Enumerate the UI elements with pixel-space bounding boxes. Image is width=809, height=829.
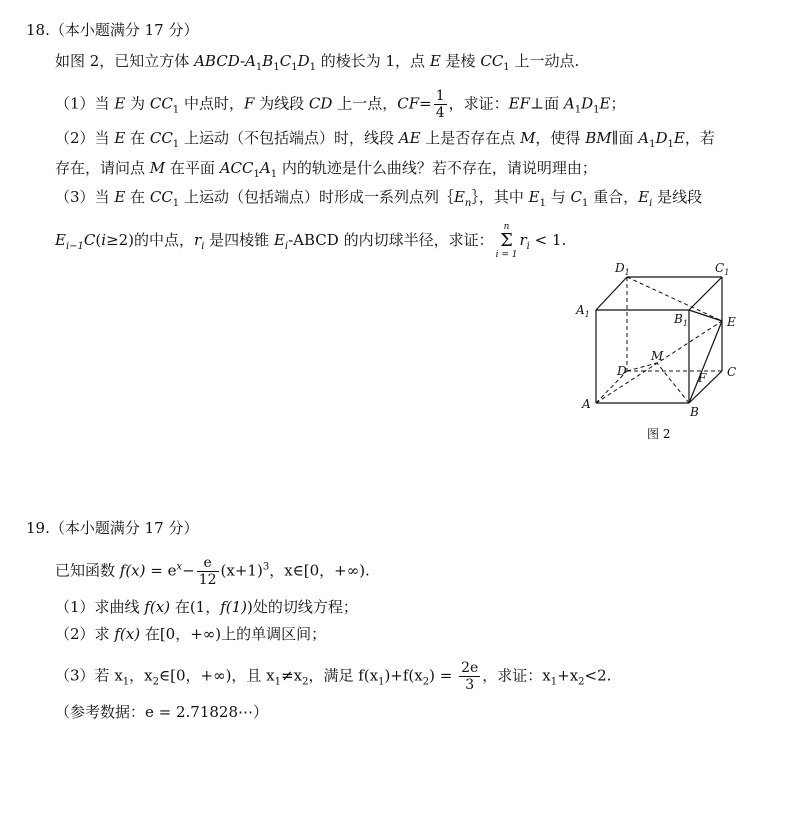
summation-symbol: n Σ i = 1 [495,222,518,260]
label-C1: $C_1$ [715,261,730,277]
q18-part1: （1）当 E 为 $CC_1$ 中点时，F 为线段 CD 上一点，CF= $\frac{1}{4}$ ，求证：EF⊥面 $A_1D_1E$； [55,88,626,121]
seg-D-M [627,363,657,371]
q18-part2-line1: （2）当 E 在 $CC_1$ 上运动（不包括端点）时，线段 AE 上是否存在点 M，使得 BM∥面 $A_1D_1E$，若 [55,129,715,150]
seg-E-B [689,321,722,403]
label-B: B [690,405,699,419]
figure-caption: 图 2 [647,427,671,441]
q19-header-line [26,518,198,538]
label-C: C [727,365,737,379]
q18-header: （本小题满分 17 分） [49,21,199,39]
q19-part3: （3）若 $x_1$，$x_2\in[0$，+∞)，且 $x_1\ne x_2$，满足 $f(x_1)+f(x_2)$ = $\frac{2e}{3}$ ，求证：$x_1+x_2<2$. [55,660,612,693]
label-B1: $B_1$ [674,312,688,328]
label-M: M [651,349,664,363]
fraction-one-quarter: $\frac{1}{4}$ [435,88,445,121]
label-A1: $A_1$ [576,303,590,319]
label-F: F [698,371,707,385]
label-D: D [617,364,627,378]
seg-B-M [657,363,689,403]
edge-C1-B1 [689,277,722,310]
label-E: E [727,315,736,329]
q19-part1: （1）求曲线 f(x) 在(1，f(1))处的切线方程； [55,598,358,616]
label-A: A [582,397,591,411]
q19-number: 19. [26,519,50,537]
q18-intro: 如图 2，已知立方体 ABCD-$A_1B_1C_1D_1$ 的棱长为 1，点 E 是棱 $CC_1$ 上一动点. [55,52,580,73]
q19-part2: （2）求 f(x) 在[0，+∞)上的单调区间； [55,625,327,643]
q18-header-line [26,20,198,40]
label-D1: $D_1$ [615,261,630,277]
q19-header: （本小题满分 17 分） [49,519,199,537]
cube-figure [572,258,752,448]
q19-reference: （参考数据：e = 2.71828⋯） [55,703,269,721]
q18-part3-line1: （3）当 E 在 $CC_1$ 上运动（包括端点）时形成一系列点列$\{E_n\}$，其中 $E_1$ 与 $C_1$ 重合，$E_i$ 是线段 [55,188,703,209]
seg-B1-E [689,310,722,321]
q19-intro: 已知函数 $f(x) = e^x-$ $\frac{e}{12}$ $(x+1)^3$，x∈[0，+∞). [55,555,370,588]
q18-part3-line2: $E_{i-1}C(i\ge 2)$的中点，$r_i$ 是四棱锥 $E_i$-ABCD 的内切球半径，求证： n Σ i = 1 $r_i < 1$. [55,222,567,260]
edge-A1-D1 [596,277,627,310]
fraction-2e-over-3: $\frac{2e}{3}$ [461,660,479,693]
q18-part2-line2: 存在，请问点 M 在平面 $ACC_1A_1$ 内的轨迹是什么曲线？若不存在，请说明理由； [55,159,597,180]
fraction-e-over-12: $\frac{e}{12}$ [198,555,217,588]
q18-number: 18. [26,21,50,39]
